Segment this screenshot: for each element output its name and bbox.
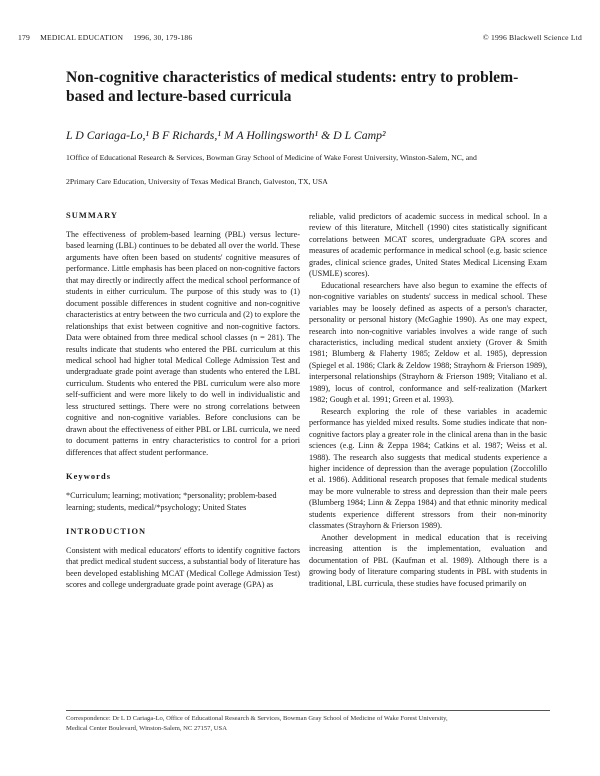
left-column: [66, 211, 300, 591]
body-paragraph: Another development in medical education that is receiving increasing attention is the implementation, evaluation and documentation of PBL (Kaufman et al. 1989). Although there is a growing body of literature comparing students in PBL with students in traditional, LBL curricula, these studies have focused primarily on: [309, 532, 547, 588]
body-paragraph: reliable, valid predictors of academic success in medical school. In a review of this literature, Mitchell (1990) cites statistically significant correlations between MCAT scores, undergraduate GPA scores and measures of academic performance in medical school (e.g. basic science grades, clinical science grades, United States Medical Licensing Exam (USMLE) scores).: [309, 212, 547, 279]
author-list: L D Cariaga-Lo,¹ B F Richards,¹ M A Hollingsworth¹ & D L Camp²: [66, 128, 386, 142]
footnote-line-2: Medical Center Boulevard, Winston-Salem, NC 27157, USA: [66, 724, 227, 732]
introduction-heading: INTRODUCTION: [66, 526, 147, 536]
journal-name: MEDICAL EDUCATION: [40, 33, 124, 42]
keywords-text: *Curriculum; learning; motivation; *personality; problem-based learning; students, medical/*psychology; United States: [66, 491, 277, 512]
affiliation-1: 1Office of Educational Research & Services, Bowman Gray School of Medicine of Wake Forest University, Winston-Salem, NC, and: [66, 153, 477, 162]
journal-citation: 1996, 30, 179-186: [133, 33, 193, 42]
body-paragraph: Educational researchers have also begun to examine the effects of non-cognitive variables on students' success in medical school. These variables may be loosely defined as aspects of a person's character, personality or personal history (McGaghie 1990). As one may expect, research into non-cognitive variables involves a wide range of such characteristics, including medical student anxiety (Grover & Smith 1981; Blumberg & Flaherty 1985; Zeldow et al. 1985), depression (Spiegel et al. 1986; Clark & Zeldow 1988; Strayhorn & Frierson 1989), interpersonal relationships (Strayhorn & Frierson 1989; Vitaliano et al. 1989), locus of control, conformance and self-realization (Markert 1982; Gough et al. 1991; Green et al. 1993).: [309, 280, 547, 405]
summary-text: The effectiveness of problem-based learning (PBL) versus lecture-based learning (LBL) continues to be debated all over the world. These arguments have often been based on students' cognitive measures of performance. Little emphasis has been placed on non-cognitive factors that may directly or indirectly affect the medical school performance of students in either curriculum. The purpose of this study was to (1) document possible differences in student cognitive and non-cognitive characteristics at entry between the two curricula and (2) to explore the relationships that exist between cognitive and non-cognitive factors. Data were obtained from three medical school classes (n = 281). The results indicate that students who entered the PBL curriculum at this medical school had higher total Medical College Admission Test and undergraduate grade point average than students who entered the LBL curriculum. Students who entered the PBL curriculum were also more self-sufficient and were more likely to do well in individualistic and less structured settings. There were no strong correlations between cognitive and non-cognitive variables. Before conclusions can be drawn about the effectiveness of either PBL or LBL curricula, we need to document patterns in entry characteristics to control for a priori differences that affect student performance.: [66, 230, 301, 457]
summary-heading: SUMMARY: [66, 211, 119, 220]
affiliation-2: 2Primary Care Education, University of Texas Medical Branch, Galveston, TX, USA: [66, 177, 328, 186]
running-head: [18, 33, 582, 42]
copyright: © 1996 Blackwell Science Ltd: [482, 33, 582, 42]
running-head-left: [18, 33, 200, 42]
right-column: [309, 211, 547, 589]
keywords-heading: Keywords: [66, 472, 112, 482]
page-number: 179: [18, 33, 30, 42]
introduction-text: Consistent with medical educators' efforts to identify cognitive factors that predict medical student success, a substantial body of literature has been developed establishing MCAT (Medical College Admission Test) scores and college undergraduate grade point average (GPA) as: [66, 545, 300, 590]
correspondence-footnote: [66, 710, 550, 733]
footnote-line-1: Correspondence: Dr L D Cariaga-Lo, Office of Educational Research & Services, Bowman Gray School of Medicine of Wake Forest University,: [66, 715, 448, 722]
article-title: Non-cognitive characteristics of medical students: entry to problem-based and lecture-based curricula: [66, 69, 519, 105]
body-paragraph: Research exploring the role of these variables in academic performance has yielded mixed results. Some studies indicate that non-cognitive factors play a greater role in the clinical arena than in the basic sciences (e.g. Linn & Zeppa 1984; Catkins et al. 1987; Weiss et al. 1988). The research also suggests that medical students experience a higher incidence of depression than the average population (Zoccolillo et al. 1986). Additional research proposes that female medical students may be more vulnerable to stress and depression than their male peers (Blumberg 1984; Linn & Zeppa 1984) and that ethnic minority medical students experience different stressors from their non-minority classmates (Strayhorn & Frierson 1989).: [309, 406, 548, 531]
